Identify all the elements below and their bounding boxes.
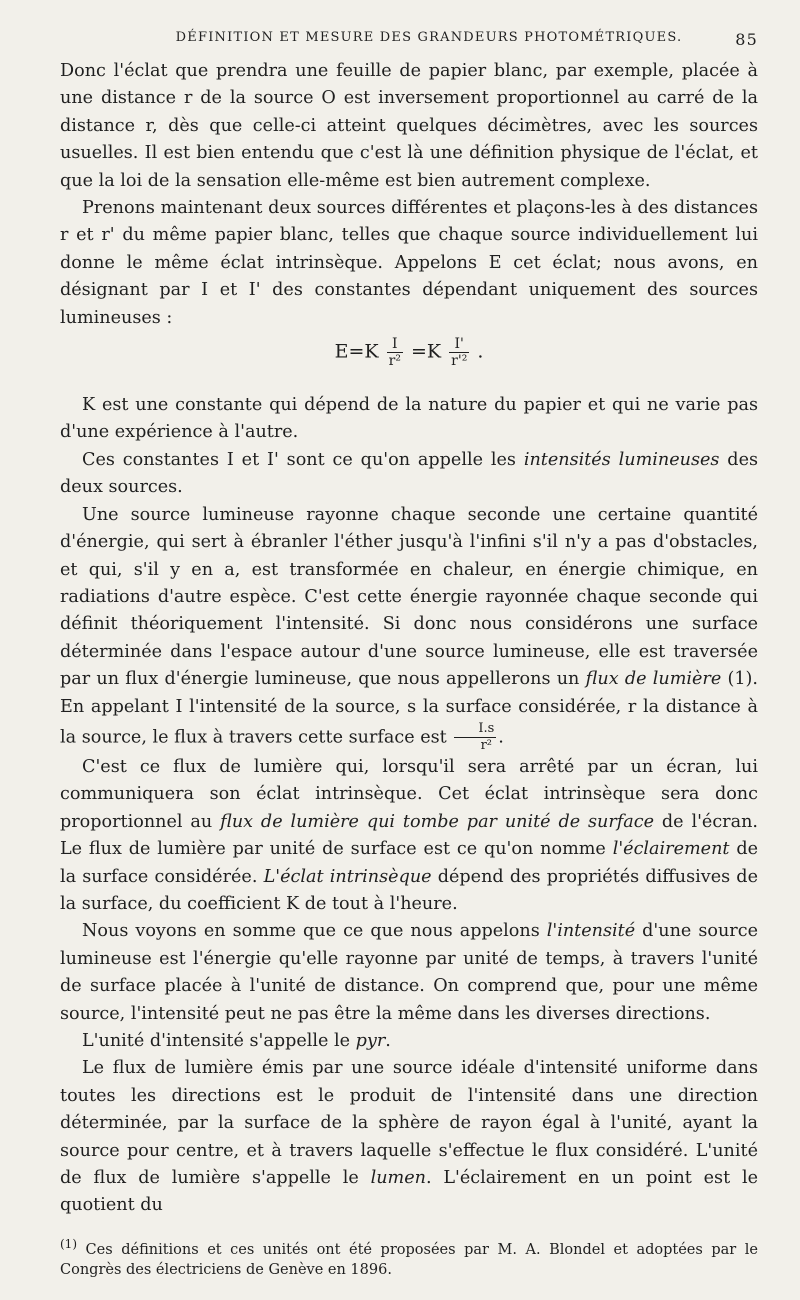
paragraph-6-emphasis-1: flux de lumière qui tombe par unité de surface (220, 811, 655, 832)
paragraph-4-text-b: des deux sources. (60, 449, 759, 498)
running-header (60, 30, 758, 58)
paragraph-8-emphasis: pyr (355, 1031, 386, 1051)
paragraph-6-text-d: dépend des propriétés diffusives de la surface, du coefficient K de tout à l'heure. (60, 866, 758, 914)
page-number: 85 (735, 30, 758, 49)
formula-lhs: E=K (334, 340, 379, 363)
paragraph-6-text-c: de la surface considérée. (60, 839, 758, 887)
footnote-marker: (1) (60, 1236, 77, 1251)
paragraph-4-emphasis: intensités lumineuses (523, 449, 720, 470)
paragraph-9-emphasis: lumen (370, 1168, 426, 1189)
footnote-text: Ces définitions et ces unités ont été proposées par M. A. Blondel et adoptées par le Congrès des électriciens de Genève en 1896. (60, 1241, 758, 1278)
fraction-2-denominator: r'² (451, 353, 468, 370)
fraction-2 (449, 336, 469, 369)
paragraph-5-text-a: Une source lumineuse rayonne chaque seconde une certaine quantité d'énergie, qui sert à ébranler l'éther jusqu'à l'infini s'il n'y a pas d'obstacles, et qui, s'il y en a, est transformée en chaleur, en énergie chimique, en radiations d'autre espèce. C'est cette énergie rayonnée chaque seconde qui définit théoriquement l'intensité. Si donc nous considérons une surface déterminée dans l'espace autour d'une source lumineuse, elle est traversée par un flux d'énergie lumineuse, que nous appellerons un (60, 504, 758, 690)
paragraph-6-text-b: de l'écran. Le flux de lumière par unité de surface est ce qu'on nomme (60, 811, 759, 860)
formula-mid: =K (410, 340, 442, 363)
paragraph-5-emphasis: flux de lumière (585, 669, 722, 690)
paragraph-4-text-a: Ces constantes I et I' sont ce qu'on appelle les (82, 449, 524, 470)
paragraph-5-text-b: . En appelant I l'intensité de la source, s la surface considérée, r la distance à la source, le flux à travers cette surface est (60, 669, 758, 748)
paragraph-9-text-a: Le flux de lumière émis par une source idéale d'intensité uniforme dans toutes les directions est le produit de l'intensité dans une direction déterminée, par la surface de la sphère de rayon égal à l'unité, ayant la source pour centre, et à travers laquelle s'effectue le flux considéré. L'unité de flux de lumière s'appelle le (60, 1058, 758, 1189)
footnote-reference: (1) (721, 669, 753, 690)
paragraph-7 (60, 918, 758, 1028)
paragraph-4 (60, 447, 758, 502)
footnote (60, 1234, 758, 1280)
paragraph-9 (60, 1055, 758, 1219)
paragraph-7-text-b: d'une source lumineuse est l'énergie qu'elle rayonne par unité de temps, à travers l'unité de surface placée à l'unité de distance. On comprend que, pour une même source, l'intensité peut ne pas être la même dans les diverses directions. (60, 921, 758, 1024)
inline-fraction-denominator: r² (480, 737, 492, 753)
fraction-1-numerator: I (387, 336, 403, 353)
paragraph-8-text-b: . (385, 1031, 391, 1051)
paragraph-3: K est une constante qui dépend de la nature du papier et qui ne varie pas d'une expérience à l'autre. (60, 395, 758, 443)
paragraph-1: Donc l'éclat que prendra une feuille de papier blanc, par exemple, placée à une distance r de la source O est inversement proportionnel au carré de la distance r, dès que celle-ci atteint quelques décimètres, avec les sources usuelles. Il est bien entendu que c'est là une définition physique de l'éclat, et que la loi de la sensation elle-même est bien autrement complexe. (60, 61, 758, 191)
inline-fraction-numerator: I.s (454, 721, 496, 738)
paragraph-8-text-a: L'unité d'intensité s'appelle le (82, 1031, 356, 1051)
paragraph-7-emphasis: l'intensité (546, 921, 636, 942)
running-title: DÉFINITION ET MESURE DES GRANDEURS PHOTOMÉTRIQUES. (175, 30, 683, 45)
inline-fraction (454, 721, 496, 754)
fraction-1-denominator: r² (388, 353, 401, 370)
paragraph-7-text-a: Nous voyons en somme que ce que nous appelons (82, 921, 547, 942)
paragraph-6-emphasis-3: L'éclat intrinsèque (263, 866, 432, 887)
paragraph-9-text-b: . L'éclairement en un point est le quotient du (60, 1168, 758, 1216)
paragraph-8 (60, 1028, 758, 1055)
paragraph-5-text-c: . (498, 727, 504, 748)
paragraph-6-emphasis-2: l'éclairement (612, 839, 730, 860)
paragraph-6-text-a: C'est ce flux de lumière qui, lorsqu'il sera arrêté par un écran, lui communiquera son éclat intrinsèque. Cet éclat intrinsèque sera donc proportionnel au (60, 756, 758, 832)
formula-intensity (60, 336, 758, 386)
fraction-1 (387, 336, 403, 369)
paragraph-5 (60, 502, 758, 754)
paragraph-6 (60, 754, 758, 918)
paragraph-2: Prenons maintenant deux sources différentes et plaçons-les à des distances r et r' du même papier blanc, telles que chaque source individuellement lui donne le même éclat intrinsèque. Appelons E cet éclat; nous avons, en désignant par I et I' des constantes dépendant uniquement des sources lumineuses : (60, 198, 758, 328)
formula-end: . (477, 340, 484, 363)
fraction-2-numerator: I' (449, 336, 469, 353)
